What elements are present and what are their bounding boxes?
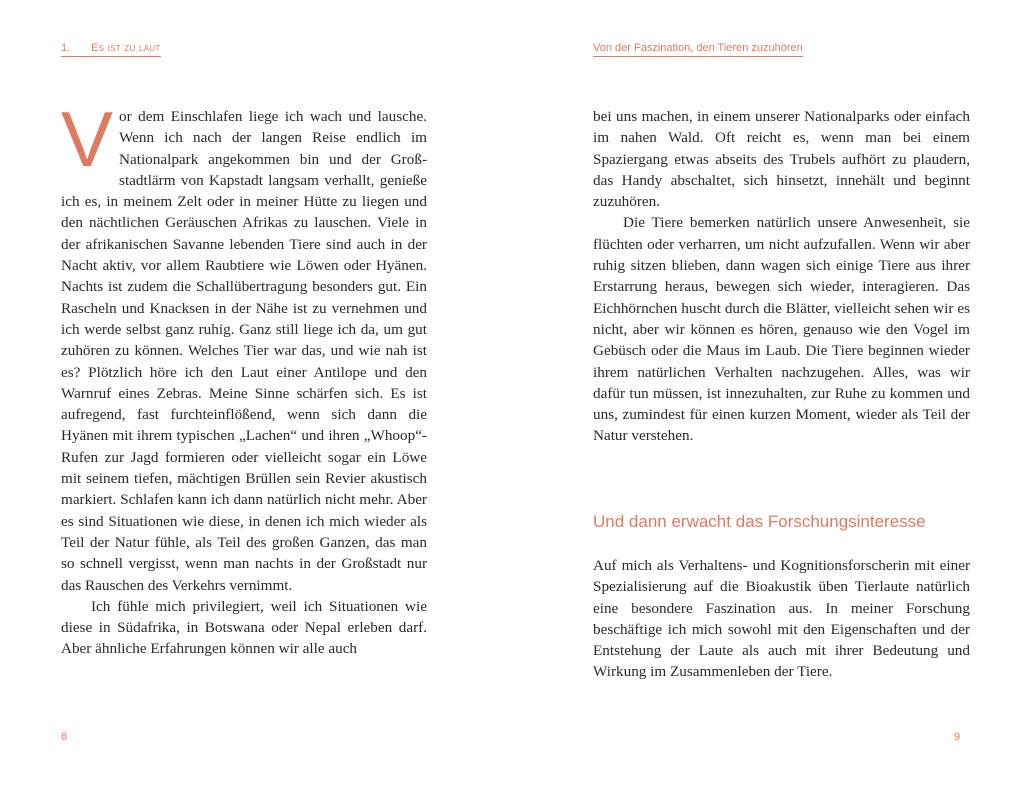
running-head-right: Von der Faszination, den Tieren zuzuhören xyxy=(593,42,803,57)
paragraph: Die Tiere bemerken natürlich unsere Anwesenheit, sie flüchten oder verharren, um nicht aufzufallen. Wenn wir aber ruhig sitzen blieben, dann wagen sich einige Tiere aus ihrer Erstarrung heraus, bewegen sich wieder, interagieren. Das Eichhörnchen huscht durch die Blätter, vielleicht sehen wir es nicht, aber wir können es hören, genauso wie den Vogel im Gebüsch oder die Maus im Laub. Die Tiere beginnen wieder ihrem natürlichen Verhalten nachzugehen. Alles, was wir dafür tun müssen, ist innezuhalten, zur Ruhe zu kommen und uns, zumindest für einen kurzen Moment, wieder als Teil der Natur verstehen. xyxy=(593,214,970,445)
paragraph: Ich fühle mich privilegiert, weil ich Situationen wie diese in Südafrika, in Botswana oder Nepal erleben darf. Aber ähnliche Erfahrungen können wir alle auch xyxy=(61,597,427,658)
page-number-right: 9 xyxy=(954,731,961,743)
page-number-left: 8 xyxy=(61,731,68,743)
drop-cap: V xyxy=(61,95,114,183)
paragraph-text: or dem Einschlafen liege ich wach und lausche. Wenn ich nach der langen Reise endlich im Nationalpark angekommen bin und der Großstadtlärm von Kapstadt langsam verhallt, genieße ich es, in meinem Zelt oder in meiner Hütte zu liegen und den nächtlichen Geräuschen Afrikas zu lauschen. Viele in der afrikanischen Savanne lebenden Tiere sind auch in der Nacht aktiv, vor allem Raubtiere wie Löwen oder Hyänen. Nachts ist zudem die Schallübertragung besonders gut. Ein Rascheln und Knacksen in der Nähe ist zu vernehmen und ich werde selbst ganz ruhig. Ganz still liege ich da, um gut zuhören zu können. Welches Tier war das, und wie nah ist es? Plötzlich höre ich den Laut einer Antilope und den Warnruf eines Zebras. Meine Sinne schärfen sich. Es ist aufregend, fast furchteinflößend, wenn sich dann die Hyänen mit ihrem typischen „Lachen“ und ihren „Whoop“-Rufen zur Jagd formieren oder vielleicht sogar ein Löwe mit seinem tiefen, mächtigen Brüllen sein Revier akustisch markiert. Schlafen kann ich dann natürlich nicht mehr. Aber es sind Situationen wie diese, in denen ich mich wieder als Teil der Natur fühle, als Teil des großen Ganzen, das man so schnell vergisst, wenn man nachts in der Großstadt nur das Rauschen des Verkehrs vernimmt. xyxy=(61,108,427,594)
right-body-text-bottom xyxy=(593,555,970,683)
left-body-text xyxy=(61,95,427,660)
section-subheading: Und dann erwacht das Forschungsinteresse xyxy=(593,512,926,531)
paragraph: bei uns machen, in einem unserer Nationalparks oder einfach im nahen Wald. Oft reicht es, wenn man bei einem Spaziergang etwas abseits des Trubels aufhört zu plaudern, das Handy abschaltet, sich hinsetzt, innehält und beginnt zuzuhören. xyxy=(593,108,970,211)
chapter-title: Es ist zu laut xyxy=(91,42,161,54)
running-head-left xyxy=(61,42,161,57)
paragraph: Auf mich als Verhaltens- und Kognitionsforscherin mit einer Spezialisierung auf die Bioakustik üben Tierlaute natürlich eine besondere Faszination aus. In meiner Forschung beschäftige ich mich sowohl mit den Eigenschaften und der Entstehung der Laute als auch mit ihrer Bedeutung und Wirkung im Zusammenleben der Tiere. xyxy=(593,557,970,681)
paragraph xyxy=(61,95,427,596)
right-page xyxy=(510,0,1020,794)
right-body-text-top xyxy=(593,106,970,447)
chapter-number: 1. xyxy=(61,42,71,54)
